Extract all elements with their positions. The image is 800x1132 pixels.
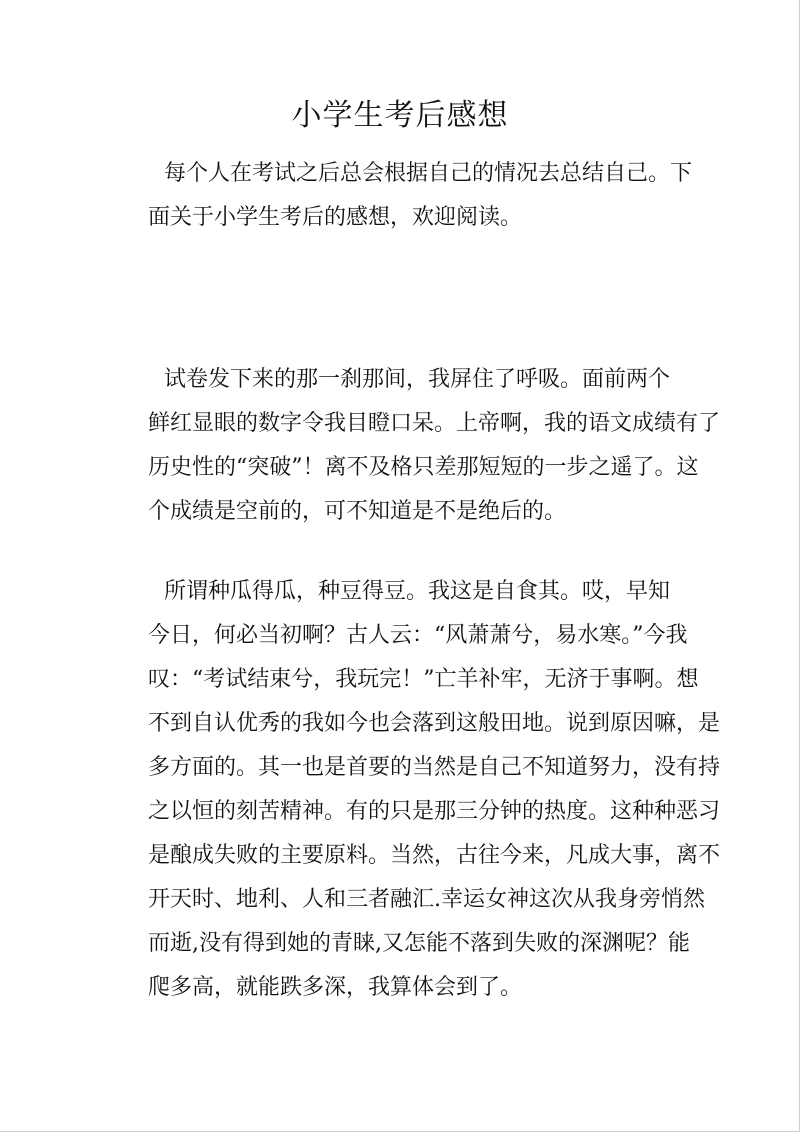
paragraph-line: 之以恒的刻苦精神。有的只是那三分钟的热度。这种种恶习	[148, 799, 721, 824]
paragraph-line: 不到自认优秀的我如今也会落到这般田地。说到原因嘛，是	[148, 711, 721, 736]
body-paragraph-1	[148, 358, 721, 534]
paragraph-line: 个成绩是空前的，可不知道是不是绝后的。	[148, 499, 567, 524]
paragraph-line: 是酿成失败的主要原料。当然，古往今来，凡成大事，离不	[148, 843, 721, 868]
body-paragraph-2	[148, 570, 721, 1010]
paragraph-line: 叹：“考试结束兮，我玩完！”亡羊补牢，无济于事啊。想	[148, 667, 699, 692]
paragraph-line: 所谓种瓜得瓜，种豆得豆。我这是自食其。哎，早知	[164, 579, 671, 604]
paragraph-line: 每个人在考试之后总会根据自己的情况去总结自己。下	[164, 161, 693, 186]
paragraph-line: 试卷发下来的那一刹那间，我屏住了呼吸。面前两个	[164, 367, 671, 392]
paragraph-line: 历史性的“突破”！离不及格只差那短短的一步之遥了。这	[148, 455, 699, 480]
paragraph-line: 爬多高，就能跌多深，我算体会到了。	[148, 975, 523, 1000]
paragraph-line: 多方面的。其一也是首要的当然是自己不知道努力，没有持	[148, 755, 721, 780]
document-title: 小学生考后感想	[291, 98, 509, 133]
paragraph-line: 面关于小学生考后的感想，欢迎阅读。	[148, 205, 523, 230]
paragraph-line: 开天时、地利、人和三者融汇.幸运女神这次从我身旁悄然	[148, 887, 705, 912]
intro-paragraph	[148, 152, 693, 240]
paragraph-line: 鲜红显眼的数字令我目瞪口呆。上帝啊，我的语文成绩有了	[148, 411, 721, 436]
paragraph-line: 今日，何必当初啊？古人云：“风萧萧兮，易水寒。”今我	[148, 623, 688, 648]
paragraph-line: 而逝,没有得到她的青睐,又怎能不落到失败的深渊呢？能	[148, 931, 690, 956]
